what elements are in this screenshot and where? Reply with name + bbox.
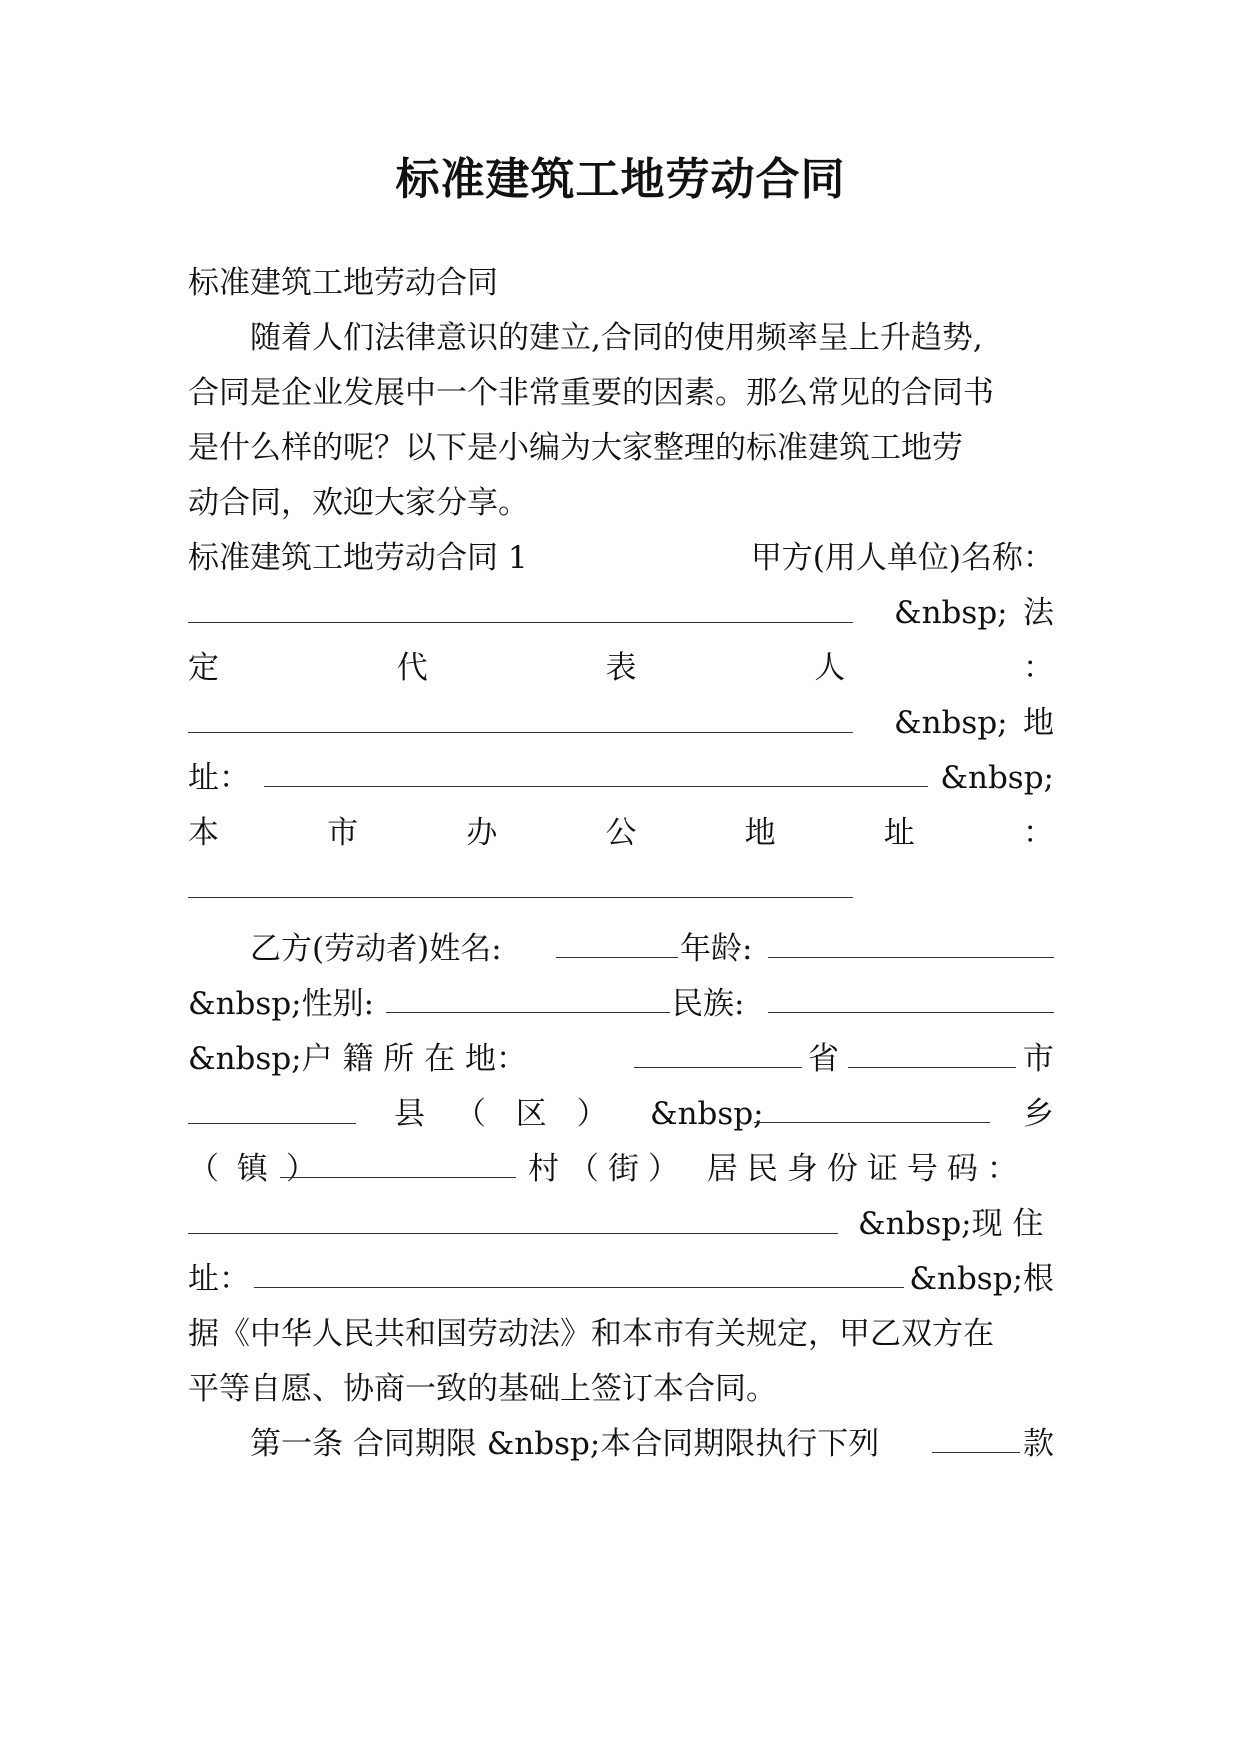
county-blank[interactable] — [754, 1092, 990, 1123]
intro-line-1: 随着人们法律意识的建立,合同的使用频率呈上升趋势, — [250, 320, 983, 356]
party-a-name-blank[interactable] — [188, 592, 853, 623]
county-row — [188, 1092, 1054, 1136]
hukou-row — [188, 1037, 1054, 1081]
nbsp-text: &nbsp; — [650, 1096, 764, 1132]
document-subtitle: 标准建筑工地劳动合同 — [188, 265, 498, 301]
office-char: 本 — [188, 815, 219, 851]
village-id-label: 村（街） 居民身份证号码： — [528, 1151, 1027, 1187]
article-1-text: 第一条 合同期限 &nbsp;本合同期限执行下列 — [250, 1426, 880, 1462]
county-label: 县 （ 区 ） — [394, 1096, 608, 1132]
article-1-blank[interactable] — [932, 1422, 1020, 1453]
office-address-row — [188, 811, 1054, 855]
zhi-label: 址： — [188, 1261, 250, 1297]
province-blank[interactable] — [848, 1037, 1016, 1068]
contract-heading-row — [188, 536, 1054, 580]
legal-rep-blank[interactable] — [188, 702, 853, 733]
genju-text: &nbsp;根 — [909, 1261, 1054, 1297]
party-b-name-label: 乙方(劳动者)姓名: — [250, 931, 502, 967]
article-1-kuan: 款 — [1023, 1426, 1054, 1462]
current-address-row — [188, 1257, 1054, 1301]
city-blank[interactable] — [188, 1093, 356, 1124]
nbsp-text: &nbsp; — [894, 705, 1008, 741]
ethnicity-label: 民族: — [672, 986, 745, 1022]
address-blank[interactable] — [264, 756, 928, 787]
office-char: 市 — [327, 815, 359, 851]
office-char: 址 — [883, 815, 915, 851]
intro-line-3: 是什么样的呢？以下是小编为大家整理的标准建筑工地劳 — [188, 430, 963, 466]
fa-char: 法 — [1023, 595, 1054, 631]
legal-rep-char: 定 — [188, 650, 219, 686]
office-char: 地 — [744, 815, 776, 851]
address-label: 址： — [188, 760, 250, 796]
age-blank[interactable] — [768, 927, 1054, 958]
current-address-blank[interactable] — [254, 1257, 904, 1288]
di-char: 地 — [1023, 705, 1054, 741]
zhen-label: （ 镇 ） — [188, 1151, 317, 1187]
intro-line-4: 动合同，欢迎大家分享。 — [188, 485, 529, 521]
address-row — [188, 756, 1054, 800]
legal-rep-char: 人 — [814, 650, 846, 686]
legal-rep-char: ： — [1023, 650, 1054, 686]
intro-line-2: 合同是企业发展中一个非常重要的因素。那么常见的合同书 — [188, 375, 994, 411]
gender-row — [188, 982, 1054, 1026]
document-title: 标准建筑工地劳动合同 — [395, 154, 846, 205]
age-label: 年龄: — [680, 931, 753, 967]
legal-rep-row — [188, 646, 1054, 690]
office-char: 公 — [605, 815, 637, 851]
id-number-row — [188, 1202, 1054, 1246]
gender-label: &nbsp;性别: — [188, 986, 375, 1022]
current-address-label: &nbsp;现 住 — [858, 1206, 1044, 1242]
law-line-2: 平等自愿、协商一致的基础上签订本合同。 — [188, 1371, 777, 1407]
office-blank-row — [188, 866, 1054, 910]
contract-heading: 标准建筑工地劳动合同 1 — [188, 540, 528, 576]
party-a-name-row — [188, 591, 1054, 635]
office-char: 办 — [466, 815, 498, 851]
hukou-blank[interactable] — [634, 1037, 802, 1068]
city-label: 市 — [1023, 1041, 1054, 1077]
legal-rep-blank-row — [188, 701, 1054, 745]
nbsp-text: &nbsp; — [940, 760, 1054, 796]
village-row — [188, 1147, 1054, 1191]
office-address-blank[interactable] — [188, 867, 853, 898]
xiang-label: 乡 — [1023, 1096, 1054, 1132]
legal-rep-char: 表 — [605, 650, 637, 686]
hukou-label: &nbsp;户 籍 所 在 地： — [188, 1041, 528, 1077]
legal-rep-char: 代 — [396, 650, 428, 686]
province-label: 省 — [808, 1041, 839, 1077]
party-a-name-label: 甲方(用人单位)名称： — [750, 540, 1054, 576]
ethnicity-blank[interactable] — [768, 982, 1054, 1013]
party-b-name-blank[interactable] — [556, 927, 678, 958]
id-number-blank[interactable] — [188, 1203, 838, 1234]
gender-blank[interactable] — [386, 982, 670, 1013]
office-char: ： — [1022, 815, 1054, 851]
town-blank[interactable] — [280, 1147, 516, 1178]
nbsp-text: &nbsp; — [894, 595, 1008, 631]
law-line-1: 据《中华人民共和国劳动法》和本市有关规定，甲乙双方在 — [188, 1316, 994, 1352]
